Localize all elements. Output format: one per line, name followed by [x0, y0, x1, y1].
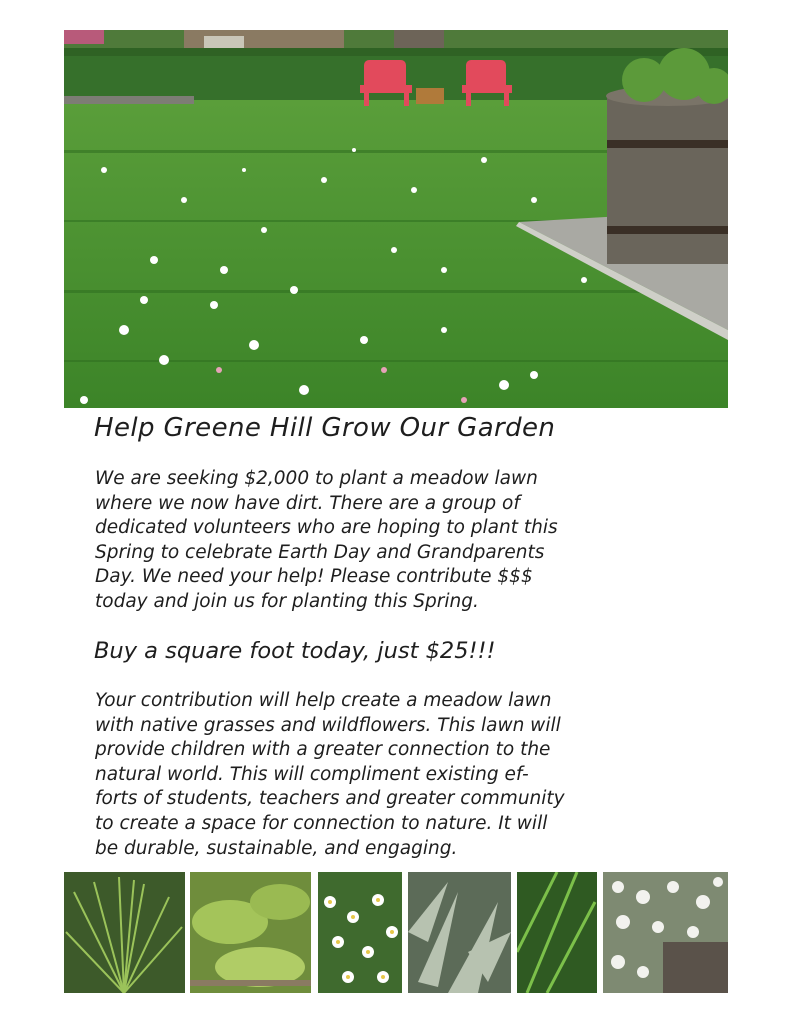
intro-line: dedicated volunteers who are hoping to plant this [95, 517, 558, 539]
photo-green-fern [517, 872, 597, 993]
intro-line: where we now have dirt. There are a group of [95, 492, 520, 514]
headline: Help Greene Hill Grow Our Garden [94, 413, 556, 443]
hero-photo-meadow-lawn [64, 30, 728, 408]
details-line: Your contribution will help create a meadow lawn [95, 690, 552, 711]
photo-native-grass-clump [64, 872, 185, 993]
intro-line: Day. We need your help! Please contribute $$$ [95, 566, 533, 588]
intro-line: We are seeking $2,000 to plant a meadow lawn [95, 468, 538, 489]
details-paragraph [95, 689, 715, 861]
intro-line: today and join us for planting this Spring. [95, 590, 479, 612]
details-line: with native grasses and wildflowers. This lawn will [95, 714, 561, 736]
photo-groundcover-flowers [603, 872, 728, 993]
photo-grass-bed [190, 872, 311, 993]
photo-white-daisies [318, 872, 402, 993]
details-line: forts of students, teachers and greater community [95, 788, 565, 810]
details-line: provide children with a greater connection to the [95, 739, 551, 761]
details-line: to create a space for connection to nature. It will [95, 812, 548, 834]
details-line: natural world. This will compliment existing ef- [95, 763, 529, 785]
intro-paragraph [95, 467, 715, 615]
intro-line: Spring to celebrate Earth Day and Grandparents [95, 541, 545, 563]
photo-painted-fern [408, 872, 511, 993]
details-line: be durable, sustainable, and engaging. [95, 837, 458, 859]
call-to-action: Buy a square foot today, just $25!!! [94, 638, 496, 664]
